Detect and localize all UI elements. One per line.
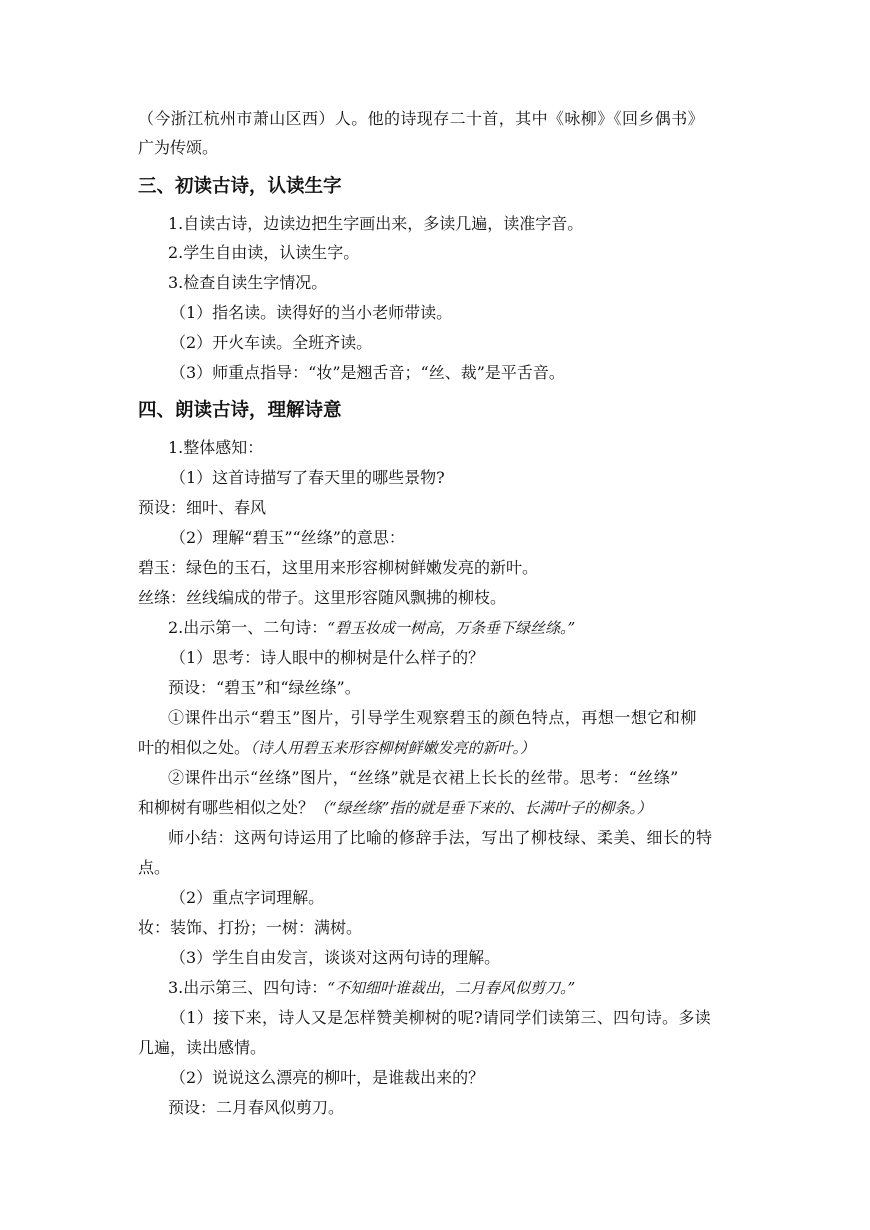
paragraph: 预设：二月春风似剪刀。 [168,1098,345,1117]
paragraph: （3）学生自由发言，谈谈对这两句诗的理解。 [170,948,501,967]
paragraph-text: 叶的相似之处。 [138,738,251,757]
paragraph: 1.整体感知： [168,438,264,457]
paragraph: 点。 [138,858,171,877]
paragraph: 预设：“碧玉”和“绿丝绦”。 [168,678,361,697]
paragraph: 几遍，读出感情。 [138,1038,267,1057]
paragraph: （2）重点字词理解。 [170,888,325,907]
paragraph: 1.自读古诗，边读边把生字画出来，多读几遍，读准字音。 [168,214,584,233]
intro-line-2: 广为传颂。 [138,138,219,157]
paragraph: 2.学生自由读，认读生字。 [168,243,360,262]
paragraph [168,977,768,999]
paragraph: （3）师重点指导：“妆”是翘舌音；“丝、裁”是平舌音。 [170,363,565,382]
paragraph: （1）接下来，诗人又是怎样赞美柳树的呢?请同学们读第三、四句诗。多读 [170,1008,711,1027]
annotation: （诗人用碧玉来形容柳树鲜嫩发亮的新叶。） [250,739,536,757]
annotation: （“绿丝绦”指的就是垂下来的、长满叶子的柳条。） [314,799,652,817]
paragraph: （2）说说这么漂亮的柳叶，是谁裁出来的？ [170,1068,485,1087]
paragraph: ①课件出示“碧玉”图片，引导学生观察碧玉的颜色特点，再想一想它和柳 [168,708,697,727]
paragraph: 师小结：这两句诗运用了比喻的修辞手法，写出了柳枝绿、柔美、细长的特 [168,828,713,847]
poem-quote: “不知细叶谁裁出，二月春风似剪刀。” [327,979,576,997]
section-heading-4: 四、朗读古诗，理解诗意 [138,400,342,421]
intro-line-1: （今浙江杭州市萧山区西）人。他的诗现存二十首，其中《咏柳》《回乡偶书》 [138,109,705,128]
paragraph [138,797,738,819]
paragraph: （1）指名读。读得好的当小老师带读。 [170,303,453,322]
paragraph: ②课件出示“丝绦”图片，“丝绦”就是衣裙上长长的丝带。思考：“丝绦” [168,768,679,787]
paragraph: （2）开火车读。全班齐读。 [170,333,373,352]
poem-quote: “碧玉妆成一树高，万条垂下绿丝绦。” [327,619,576,637]
paragraph-text: 和柳树有哪些相似之处？ [138,798,315,817]
paragraph-text: 3.出示第三、四句诗： [168,978,328,997]
paragraph: 丝绦：丝线编成的带子。这里形容随风飘拂的柳枝。 [138,588,507,607]
paragraph: 3.检查自读生字情况。 [168,273,328,292]
paragraph: （2）理解“碧玉”“丝绦”的意思： [170,528,405,547]
paragraph-text: 2.出示第一、二句诗： [168,618,328,637]
paragraph: 妆：装饰、打扮；一树：满树。 [138,918,363,937]
paragraph: （1）思考：诗人眼中的柳树是什么样子的？ [170,648,485,667]
paragraph [168,617,768,639]
paragraph: （1）这首诗描写了春天里的哪些景物? [170,468,445,487]
paragraph: 预设：细叶、春风 [138,498,267,517]
paragraph [138,737,738,759]
section-heading-3: 三、初读古诗，认读生字 [138,176,342,197]
paragraph: 碧玉：绿色的玉石，这里用来形容柳树鲜嫩发亮的新叶。 [138,558,539,577]
